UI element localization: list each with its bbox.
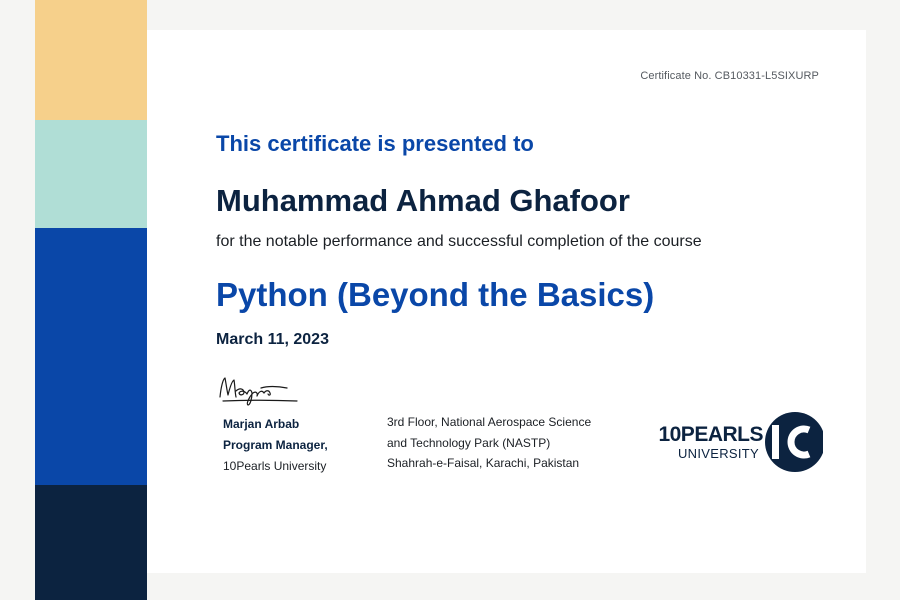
certificate-number: Certificate No. CB10331-L5SIXURP [640, 70, 819, 82]
stripe-yellow [35, 0, 147, 120]
stripe-blue [35, 228, 147, 485]
address-block [387, 412, 591, 474]
course-title: Python (Beyond the Basics) [216, 276, 655, 313]
logo-text-university: UNIVERSITY [677, 446, 759, 461]
signatory-organization: 10Pearls University [223, 459, 327, 473]
logo-mark-icon [763, 410, 823, 474]
signatory-name: Marjan Arbab [223, 417, 300, 431]
address-line-1: 3rd Floor, National Aerospace Science [387, 415, 592, 429]
signature-icon [217, 375, 301, 409]
signatory-title: Program Manager, [223, 438, 328, 452]
stripe-mint [35, 120, 147, 228]
presented-heading: This certificate is presented to [216, 131, 534, 156]
stripe-navy [35, 485, 147, 600]
address-line-2: and Technology Park (NASTP) [387, 435, 551, 450]
completion-date: March 11, 2023 [216, 331, 329, 348]
completion-text: for the notable performance and successful completion of the course [216, 233, 702, 250]
signatory-block [223, 414, 328, 477]
university-logo [643, 410, 823, 474]
logo-text-brand: 10PEARLS [658, 423, 763, 446]
address-line-3: Shahrah-e-Faisal, Karachi, Pakistan [387, 456, 580, 470]
certificate-card [147, 30, 866, 573]
recipient-name: Muhammad Ahmad Ghafoor [216, 183, 630, 218]
